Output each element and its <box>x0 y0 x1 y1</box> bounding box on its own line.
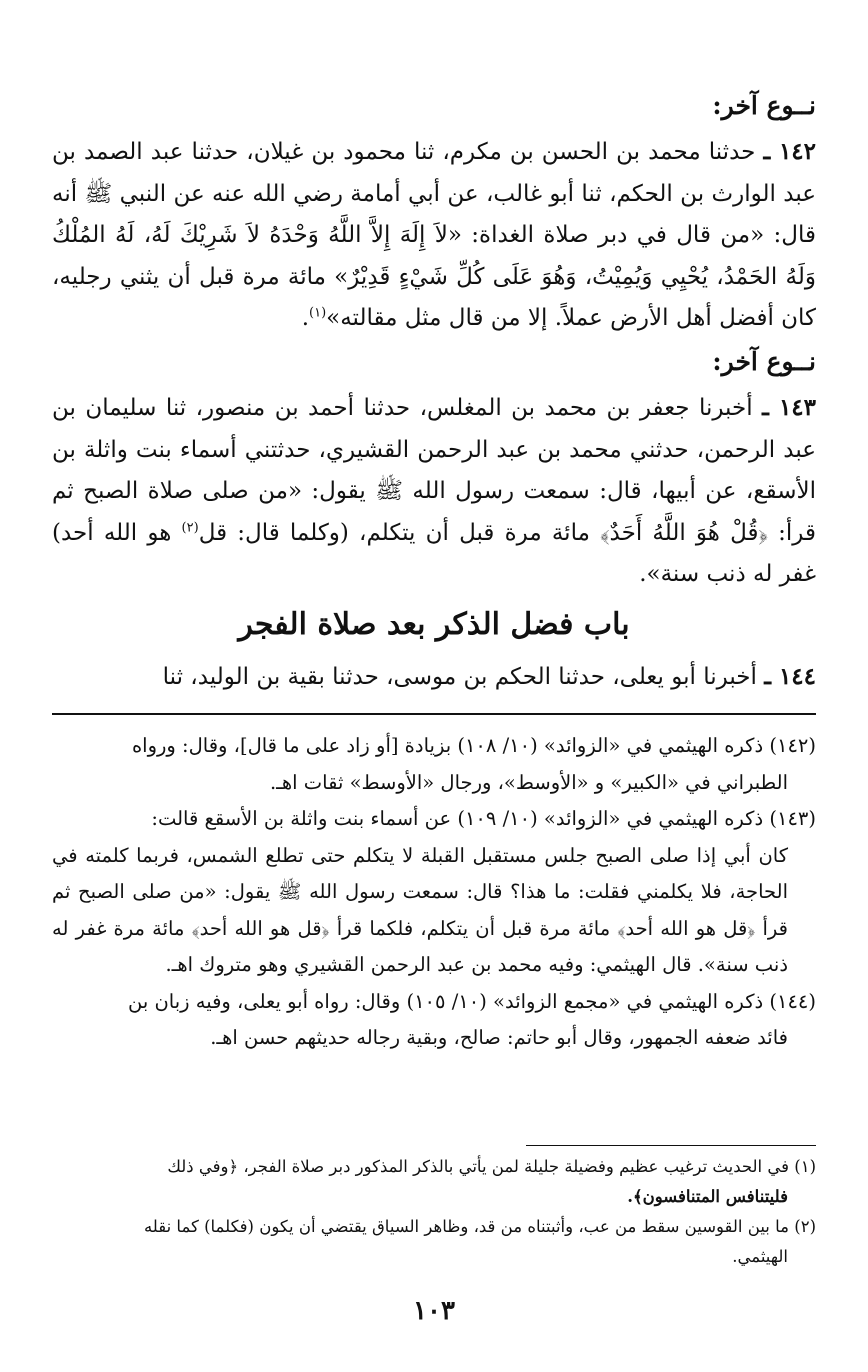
footnote-2: (٢) ما بين القوسين سقط من عب، وأثبتناه من قد، وظاهر السياق يقتضي أن يكون (فكلما) كما نقله <box>143 1217 816 1236</box>
hadith-144 <box>52 656 816 699</box>
footnote-ref-1: (١) <box>309 305 327 321</box>
hadith-142-tail: . <box>301 305 309 331</box>
note-143-cont: كان أبي إذا صلى الصبح جلس مستقبل القبلة لا يتكلم حتى تطلع الشمس، فربما كلمته في الحاجة، فلا يكلمني فقلت: ما هذا؟ قال: سمعت رسول الله ﷺ يقول: «من صلى الصبح ثم قرأ ﴿قل هو الله أحد﴾ مائة مرة قبل أن يتكلم، فلكما قرأ ﴿قل هو الله أحد﴾ مائة مرة غفر له ذنب سنة». قال الهيثمي: وفيه محمد بن عبد الرحمن القشيري وهو متروك اهـ. <box>52 843 788 976</box>
footnote-1-cont: فليتنافس المتنافسون﴾. <box>627 1187 788 1206</box>
note-143 <box>52 801 816 838</box>
hadith-144-number: ١٤٤ ـ <box>764 663 816 690</box>
section-heading-2: نــوع آخر: <box>712 347 816 376</box>
note-144-cont: فائد ضعفه الجمهور، وقال أبو حاتم: صالح، وبقية رجاله حديثهم حسن اهـ. <box>210 1026 788 1049</box>
hadith-143-tail: هو الله أحد) غفر له ذنب سنة». <box>52 519 816 587</box>
hadith-143-text: أخبرنا جعفر بن محمد بن المغلس، حدثنا أحمد بن منصور، ثنا سليمان بن عبد الرحمن، حدثني محمد بن عبد الرحمن القشيري، حدثتني أسماء بنت واثلة بن الأسقع، عن أبيها، قال: سمعت رسول الله ﷺ يقول: «من صلى صلاة الصبح ثم قرأ: ﴿قُلْ هُوَ اللَّهُ أَحَدٌ﴾ مائة مرة قبل أن يتكلم، (وكلما قال: قل <box>52 395 816 546</box>
hadith-144-text: أخبرنا أبو يعلى، حدثنا الحكم بن موسى، حدثنا بقية بن الوليد، ثنا <box>162 664 757 690</box>
takhrij-notes <box>52 728 816 1057</box>
footnote-separator <box>526 1145 816 1146</box>
note-142-line-1: (١٤٢) ذكره الهيثمي في «الزوائد» (١٠/ ١٠٨) بزيادة [أو زاد على ما قال]، وقال: ورواه <box>131 734 816 757</box>
hadith-142-text: حدثنا محمد بن الحسن بن مكرم، ثنا محمود بن غيلان، حدثنا عبد الصمد بن عبد الوارث بن الحكم، ثنا أبو غالب، عن أبي أمامة رضي الله عنه عن النبي ﷺ أنه قال: «من قال في دبر صلاة الغداة: «لاَ إِلَهَ إِلاَّ اللَّهُ وَحْدَهُ لاَ شَرِيْكَ لَهُ، لَهُ المُلْكُ وَلَهُ الحَمْدُ، يُحْيِي وَيُمِيْتُ، وَهُوَ عَلَى كُلِّ شَيْءٍ قَدِيْرٌ» مائة مرة قبل أن يثني رجليه، كان أفضل أهل الأرض عملاً. إلا من قال مثل مقالته» <box>52 139 816 331</box>
footnote-2-cont: الهيثمي. <box>732 1247 788 1266</box>
note-142-cont: الطبراني في «الكبير» و «الأوسط»، ورجال «الأوسط» ثقات اهـ. <box>269 770 788 794</box>
note-144 <box>52 984 816 1021</box>
notes-separator <box>52 713 816 715</box>
chapter-title: باب فضل الذكر بعد صلاة الفجر <box>238 607 630 642</box>
note-143-line-1: (١٤٣) ذكره الهيثمي في «الزوائد» (١٠/ ١٠٩) عن أسماء بنت واثلة بن الأسقع قالت: <box>151 807 816 830</box>
footnote-ref-2: (٢) <box>181 519 199 535</box>
note-144-line-1: (١٤٤) ذكره الهيثمي في «مجمع الزوائد» (١٠/ ١٠٥) وقال: رواه أبو يعلى، وفيه زبان بن <box>127 989 816 1013</box>
footnote-1: (١) في الحديث ترغيب عظيم وفضيلة جليلة لمن يأتي بالذكر المذكور دبر صلاة الفجر، ﴿وفي ذلك <box>167 1157 816 1176</box>
hadith-142-number: ١٤٢ ـ <box>763 138 817 165</box>
hadith-142 <box>52 131 816 340</box>
note-142 <box>52 728 816 765</box>
section-heading-1: نــوع آخر: <box>712 91 816 120</box>
footnotes <box>52 1152 816 1272</box>
page-number: ١٠٣ <box>413 1296 455 1326</box>
hadith-143-number: ١٤٣ ـ <box>762 394 817 421</box>
hadith-143 <box>52 387 816 596</box>
